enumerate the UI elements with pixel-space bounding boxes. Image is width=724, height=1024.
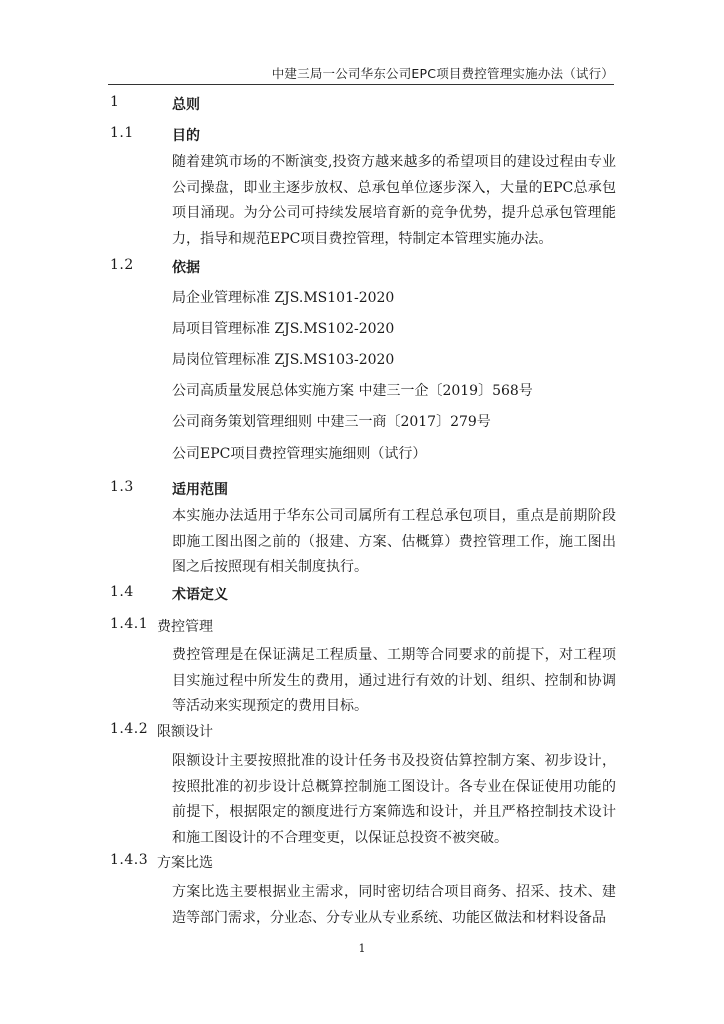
section-1-4-1-paragraph: 费控管理是在保证满足工程质量、工期等合同要求的前提下，对工程项目实施过程中所发生的费用，通过进行有效的计划、组织、控制和协调等活动来实现预定的费用目标。 [172, 647, 616, 714]
chapter-number: 1 [110, 94, 120, 110]
reference-item: 局岗位管理标准 ZJS.MS103-2020 [172, 352, 395, 368]
section-title: 术语定义 [172, 587, 228, 603]
subsection-number: 1.4.3 [110, 852, 149, 868]
section-title: 依据 [172, 260, 200, 276]
subsection-number: 1.4.2 [110, 721, 149, 737]
header-rule [108, 84, 614, 85]
subsection-heading-1-4-1 [0, 616, 724, 638]
section-title: 适用范围 [172, 482, 228, 498]
running-header: 中建三局一公司华东公司EPC项目费控管理实施办法（试行） [271, 66, 614, 81]
section-heading-1-1 [0, 125, 724, 147]
section-number: 1.4 [110, 584, 134, 600]
reference-item: 局企业管理标准 ZJS.MS101-2020 [172, 290, 395, 306]
subsection-title: 限额设计 [157, 724, 213, 740]
subsection-title: 方案比选 [157, 855, 213, 871]
section-1-4-2-paragraph: 限额设计主要按照批准的设计任务书及投资估算控制方案、初步设计，按照批准的初步设计总概算控制施工图设计。各专业在保证使用功能的前提下，根据限定的额度进行方案筛选和设计，并且严格控制技术设计和施工图设计的不合理变更，以保证总投资不被突破。 [172, 753, 616, 846]
reference-item: 公司商务策划管理细则 中建三一商〔2017〕279号 [172, 414, 491, 430]
chapter-heading [0, 94, 724, 116]
section-heading-1-3 [0, 479, 724, 501]
chapter-title: 总则 [172, 97, 200, 113]
reference-item: 公司高质量发展总体实施方案 中建三一企〔2019〕568号 [172, 383, 533, 399]
section-title: 目的 [172, 128, 200, 144]
section-number: 1.1 [110, 125, 134, 141]
section-1-3-paragraph: 本实施办法适用于华东公司司属所有工程总承包项目，重点是前期阶段即施工图出图之前的（报建、方案、估概算）费控管理工作，施工图出图之后按照现有相关制度执行。 [172, 508, 616, 575]
subsection-title: 费控管理 [157, 619, 213, 635]
reference-item: 局项目管理标准 ZJS.MS102-2020 [172, 321, 395, 337]
page-number: 1 [358, 942, 366, 955]
section-1-1-paragraph: 随着建筑市场的不断演变,投资方越来越多的希望项目的建设过程由专业公司操盘，即业主逐步放权、总承包单位逐步深入，大量的EPC总承包项目涌现。为分公司可持续发展培育新的竞争优势，提升总承包管理能力，指导和规范EPC项目费控管理，特制定本管理实施办法。 [172, 154, 616, 247]
section-heading-1-2 [0, 257, 724, 279]
subsection-heading-1-4-2 [0, 721, 724, 743]
subsection-heading-1-4-3 [0, 852, 724, 874]
section-number: 1.2 [110, 257, 134, 273]
section-heading-1-4 [0, 584, 724, 606]
subsection-number: 1.4.1 [110, 616, 149, 632]
reference-item: 公司EPC项目费控管理实施细则（试行） [172, 446, 427, 462]
section-1-4-3-paragraph: 方案比选主要根据业主需求，同时密切结合项目商务、招采、技术、建造等部门需求，分业态、分专业从专业系统、功能区做法和材料设备品 [172, 884, 616, 926]
section-number: 1.3 [110, 479, 134, 495]
